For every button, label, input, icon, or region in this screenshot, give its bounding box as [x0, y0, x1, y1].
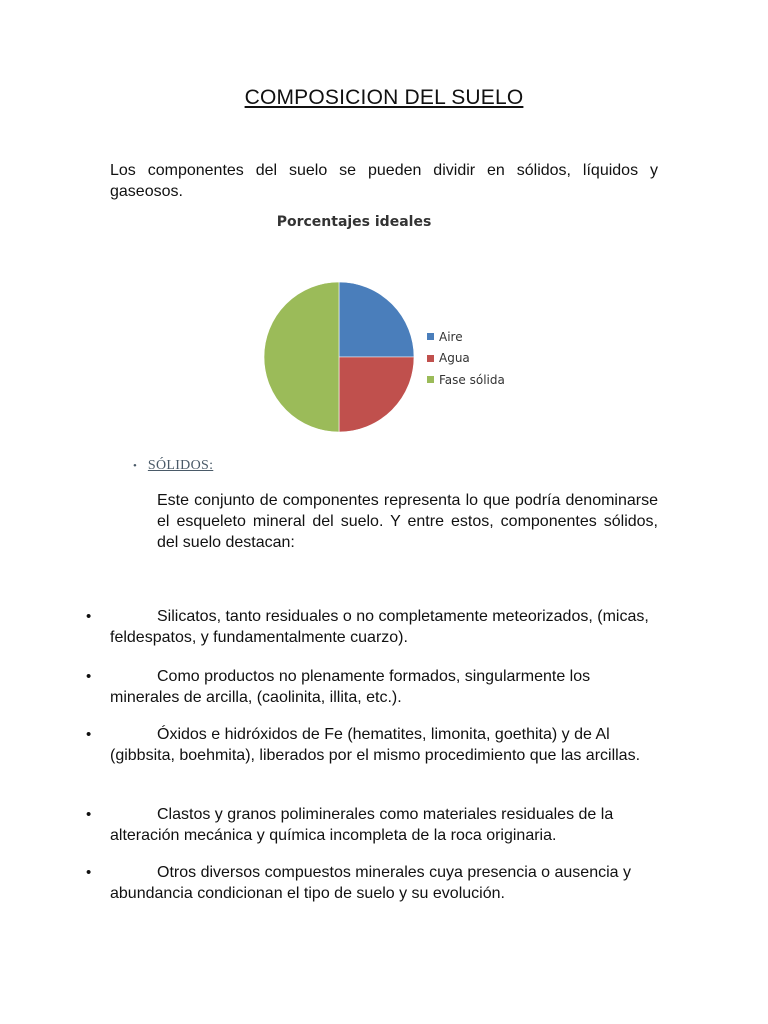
bullet-glyph: • [86, 864, 92, 881]
bullet-glyph: • [86, 726, 92, 743]
pie-slice-agua [339, 357, 414, 432]
solidos-heading [133, 458, 213, 474]
intro-paragraph: Los componentes del suelo se pueden dividir en sólidos, líquidos y gaseosos. [110, 162, 658, 200]
bullet-glyph: • [86, 668, 92, 685]
pie-slice-aire [339, 282, 414, 357]
pie-svg [250, 208, 430, 440]
legend-swatch [427, 333, 434, 340]
legend-label: Fase sólida [439, 372, 505, 387]
list-item-text: Como productos no plenamente formados, singularmente los minerales de arcilla, (caolinita, illita, etc.). [110, 668, 591, 706]
bullet-glyph: • [86, 806, 92, 823]
list-item-text: Clastos y granos poliminerales como materiales residuales de la alteración mecánica y química incompleta de la roca originaria. [110, 806, 614, 844]
legend-label: Agua [439, 351, 470, 366]
list-item-text: Otros diversos compuestos minerales cuya presencia o ausencia y abundancia condicionan el tipo de suelo y su evolución. [110, 864, 631, 902]
legend-item [427, 369, 505, 391]
chart-legend [427, 326, 505, 391]
section-paragraph-text: Este conjunto de componentes representa lo que podría denominarse el esqueleto mineral del suelo. Y entre estos, componentes sólidos, del suelo destacan: [157, 492, 658, 551]
bullet-glyph: • [133, 460, 137, 472]
legend-label: Aire [439, 329, 463, 344]
document-title: COMPOSICION DEL SUELO [244, 86, 524, 109]
chart-title: Porcentajes ideales [276, 214, 432, 230]
pie-chart [250, 208, 530, 440]
pie-slice-fase-s-lida [264, 282, 339, 432]
legend-swatch [427, 355, 434, 362]
section-paragraph [157, 490, 658, 553]
legend-swatch [427, 376, 434, 383]
legend-item [427, 348, 505, 370]
section-heading: SÓLIDOS: [147, 458, 214, 473]
list-item-text: Óxidos e hidróxidos de Fe (hematites, limonita, goethita) y de Al (gibbsita, boehmita), liberados por el mismo procedimiento que las arcillas. [110, 726, 641, 764]
list-item-text: Silicatos, tanto residuales o no completamente meteorizados, (micas, feldespatos, y fundamentalmente cuarzo). [110, 608, 649, 646]
bullet-glyph: • [86, 608, 92, 625]
legend-item [427, 326, 505, 348]
